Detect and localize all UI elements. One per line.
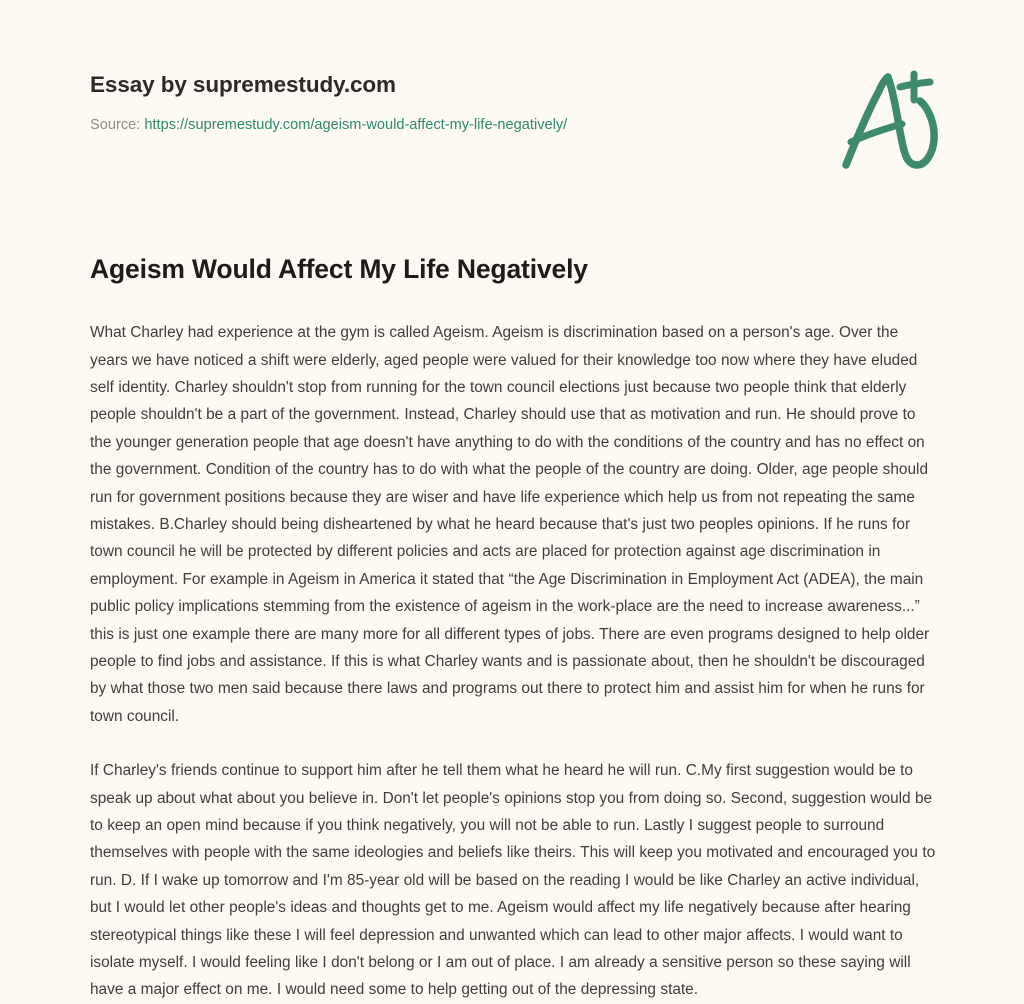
source-line (90, 116, 952, 135)
essay-byline: Essay by supremestudy.com (90, 72, 396, 97)
page-title: Ageism Would Affect My Life Negatively (90, 254, 588, 284)
article-paragraph: What Charley had experience at the gym is called Ageism. Ageism is discrimination based on a person's age. Over the years we have noticed a shift were elderly, aged people were valued for their knowledge too now where they have eluded self identity. Charley shouldn't stop from running for the town council elections just because two people think that elderly people shouldn't be a part of the government. Instead, Charley should use that as motivation and run. He should prove to the younger generation people that age doesn't have anything to do with the conditions of the country and has no effect on the government. Condition of the country has to do with what the people of the country are doing. Older, age people should run for government positions because they are wiser and have life experience which help us from not repeating the same mistakes. B.Charley should being disheartened by what he heard because that's just two peoples opinions. If he runs for town council he will be protected by different policies and acts are placed for protection against age discrimination in employment. For example in Ageism in America it stated that “the Age Discrimination in Employment Act (ADEA), the main public policy implications stemming from the existence of ageism in the work-place are the need to increase awareness...” this is just one example there are many more for all different types of jobs. There are even programs designed to help older people to find jobs and assistance. If this is what Charley wants and is passionate about, then he shouldn't be discouraged by what those two men said because there laws and programs out there to protect him and assist him for when he runs for town council. (90, 324, 930, 725)
article-paragraph: If Charley's friends continue to support him after he tell them what he heard he will run. C.My first suggestion would be to speak up about what about you believe in. Don't let people's opinions stop you from doing so. Second, suggestion would be to keep an open mind because if you think negatively, you will not be able to run. Lastly I suggest people to surround themselves with people with the same ideologies and beliefs like theirs. This will keep you motivated and encouraged you to run. D. If I wake up tomorrow and I'm 85-year old will be based on the reading I would be like Charley an active individual, but I would let other people's ideas and thoughts get to me. Ageism would affect my life negatively because after hearing stereotypical things like these I will feel depression and unwanted which can lead to other major affects. I would want to isolate myself. I would feeling like I don't belong or I am out of place. I am already a sensitive person so these saying will have a major effect on me. I would need some to help getting out of the depressing state. (90, 762, 936, 999)
article-container (90, 253, 938, 1004)
source-label: Source: (90, 117, 141, 133)
site-logo[interactable] (834, 66, 950, 174)
a-plus-logo-icon (834, 66, 950, 174)
source-url-link[interactable]: https://supremestudy.com/ageism-would-affect-my-life-negatively/ (144, 117, 568, 133)
article-body (90, 319, 938, 1004)
document-header (90, 62, 952, 182)
